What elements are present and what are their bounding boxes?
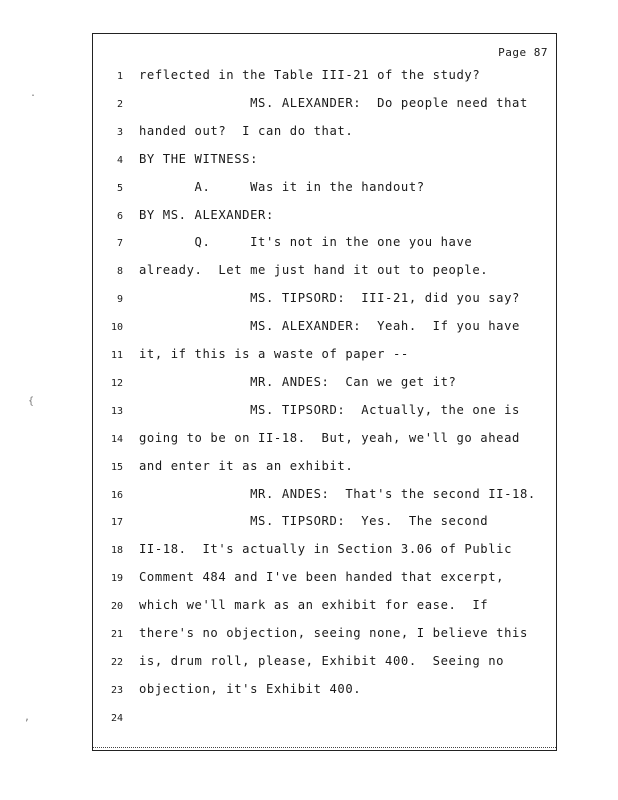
line-number: 13 [110, 405, 123, 417]
scan-mark: , [24, 712, 31, 723]
line-number: 7 [116, 238, 123, 250]
line-number: 11 [110, 350, 123, 361]
transcript-line [93, 431, 556, 451]
line-text: which we'll mark as an exhibit for ease. If [139, 598, 489, 613]
transcript-line [93, 347, 556, 367]
transcript-line [93, 710, 556, 730]
line-text: MS. TIPSORD: Actually, the one is [139, 402, 520, 417]
line-number: 22 [110, 656, 123, 668]
transcript-line [93, 96, 556, 116]
scan-mark: { [28, 396, 35, 407]
line-text: Comment 484 and I've been handed that excerpt, [139, 570, 505, 585]
line-text: MR. ANDES: Can we get it? [139, 374, 457, 389]
transcript-line [93, 235, 556, 255]
page-number: Page 87 [498, 46, 548, 59]
transcript-line [93, 598, 556, 618]
line-number: 20 [110, 601, 123, 613]
line-text: Q. It's not in the one you have [139, 235, 473, 250]
line-text: MS. TIPSORD: Yes. The second [139, 514, 489, 529]
transcript-line [93, 654, 556, 674]
line-number: 14 [110, 433, 123, 445]
line-number: 2 [116, 98, 123, 110]
line-text: MS. TIPSORD: III-21, did you say? [139, 291, 520, 306]
line-text: BY MS. ALEXANDER: [139, 207, 274, 222]
line-number: 1 [116, 71, 123, 82]
line-number: 3 [116, 126, 123, 138]
line-text: MR. ANDES: That's the second II-18. [139, 486, 536, 501]
line-text: there's no objection, seeing none, I believe this [139, 626, 528, 640]
line-number: 4 [116, 154, 123, 166]
line-number: 23 [110, 684, 123, 696]
line-text: reflected in the Table III-21 of the study? [139, 68, 481, 82]
transcript-line [93, 542, 556, 562]
line-number: 24 [110, 712, 123, 724]
line-number: 17 [110, 517, 123, 529]
line-number: 12 [110, 377, 123, 389]
transcript-line [93, 487, 556, 507]
line-text: MS. ALEXANDER: Do people need that [139, 95, 528, 110]
transcript-line [93, 263, 556, 283]
transcript-line [93, 403, 556, 423]
line-number: 19 [110, 573, 123, 585]
scan-mark: . [30, 88, 37, 99]
line-number: 8 [116, 266, 123, 278]
transcript-line [93, 682, 556, 702]
transcript-line [93, 291, 556, 311]
transcript-line [93, 514, 556, 534]
line-number: 9 [116, 294, 123, 306]
line-text: objection, it's Exhibit 400. [139, 681, 362, 696]
line-text: going to be on II-18. But, yeah, we'll go ahead [139, 430, 520, 445]
transcript-line [93, 124, 556, 144]
line-text: MS. ALEXANDER: Yeah. If you have [139, 319, 520, 334]
transcript-line [93, 208, 556, 228]
line-text: II-18. It's actually in Section 3.06 of Public [139, 542, 513, 557]
line-text: already. Let me just hand it out to people. [139, 263, 489, 278]
line-number: 16 [110, 489, 123, 501]
transcript-line [93, 570, 556, 590]
line-text: handed out? I can do that. [139, 123, 354, 138]
line-number: 5 [116, 182, 123, 194]
line-number: 10 [110, 322, 123, 334]
line-number: 21 [110, 629, 123, 640]
line-text: and enter it as an exhibit. [139, 458, 354, 473]
transcript-page [92, 33, 557, 751]
transcript-line [93, 68, 556, 88]
line-text: A. Was it in the handout? [139, 179, 425, 194]
line-text: is, drum roll, please, Exhibit 400. Seeing no [139, 653, 505, 668]
transcript-line [93, 459, 556, 479]
transcript-line [93, 180, 556, 200]
bottom-rule [93, 747, 556, 748]
transcript-line [93, 626, 556, 646]
line-number: 18 [110, 545, 123, 557]
line-text: it, if this is a waste of paper -- [139, 347, 409, 361]
line-text: BY THE WITNESS: [139, 151, 259, 166]
transcript-line [93, 375, 556, 395]
transcript-line [93, 152, 556, 172]
line-number: 6 [116, 210, 123, 222]
transcript-line [93, 319, 556, 339]
line-number: 15 [110, 461, 123, 473]
